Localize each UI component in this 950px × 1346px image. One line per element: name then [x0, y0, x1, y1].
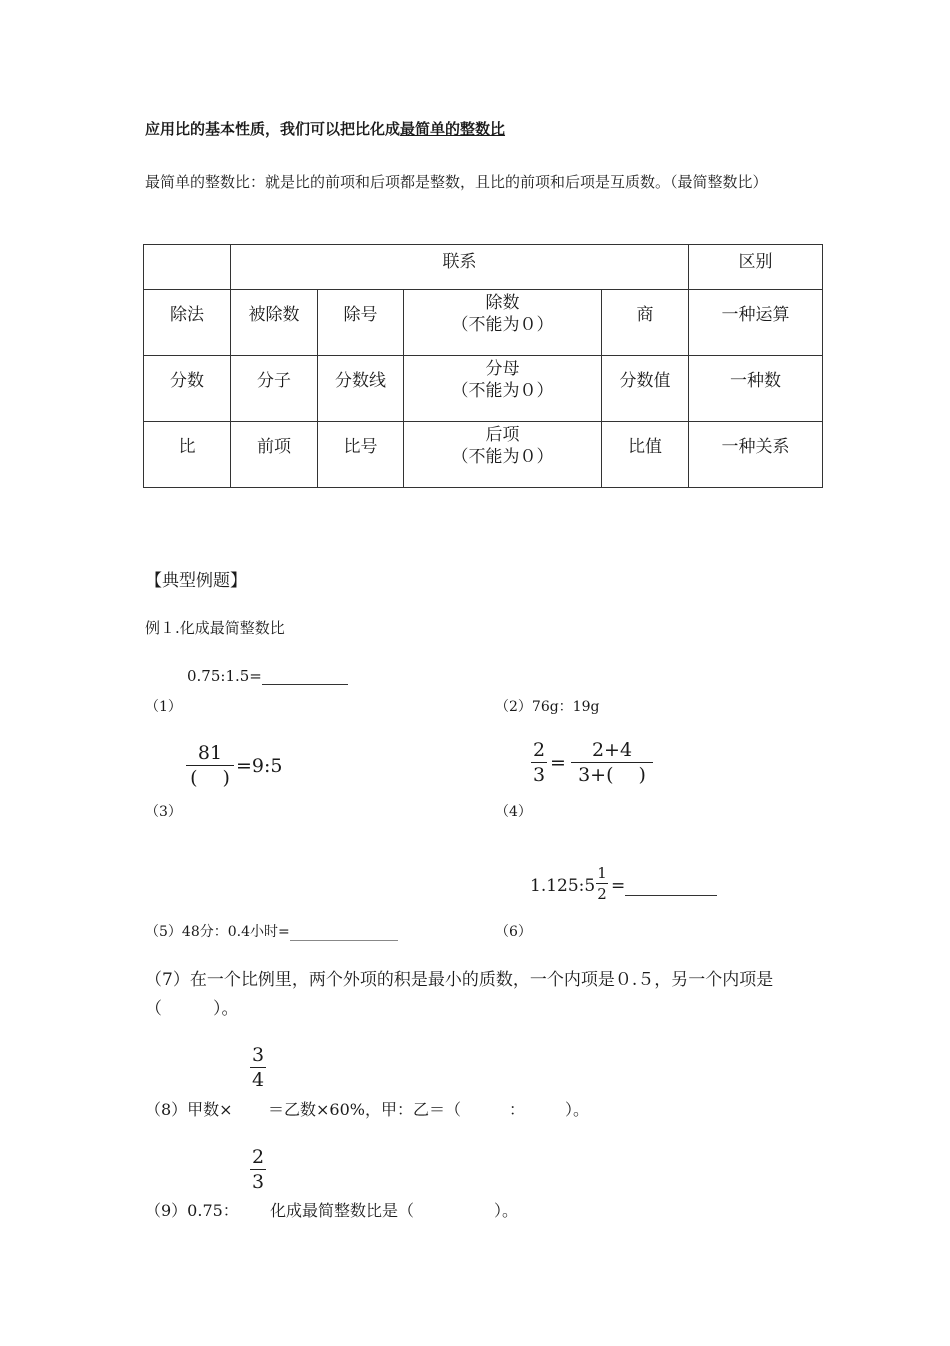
- q8-numerator: 3: [251, 1044, 265, 1066]
- table-header-row: [144, 245, 823, 290]
- q4-denominator-right: 3+( ): [578, 764, 646, 786]
- q4-label: （4）: [495, 804, 532, 820]
- q8-denominator: 4: [251, 1069, 265, 1091]
- page-title: [145, 118, 505, 139]
- q1-expression: [187, 667, 348, 685]
- q6-eq: =: [611, 876, 626, 896]
- row-diff: 一种数: [689, 356, 823, 422]
- q9-denominator: 3: [251, 1171, 265, 1193]
- row-cell: [404, 290, 602, 356]
- q1-expr: 0.75:1.5=: [187, 667, 262, 685]
- q3-fraction: [186, 741, 234, 790]
- q2-label: （2）76g：19g: [495, 699, 600, 715]
- q9-numerator: 2: [251, 1146, 265, 1168]
- q9-text-left: （9）0.75：: [145, 1201, 239, 1220]
- q6-fraction: [596, 863, 608, 904]
- cell-main: 除数: [485, 293, 520, 313]
- q8-text-left: （8）甲数×: [145, 1100, 233, 1119]
- q5-answer-blank: [290, 926, 398, 941]
- cell-note: （不能为０）: [451, 447, 554, 467]
- row-name: 除法: [144, 290, 231, 356]
- row-cell: 比值: [602, 422, 689, 488]
- q5-label: （5）48分：0.4小时=: [145, 924, 290, 940]
- q7-question: （7）在一个比例里，两个外项的积是最小的质数，一个内项是０.５，另一个内项是（ ）。: [145, 970, 774, 1019]
- row-name: 分数: [144, 356, 231, 422]
- row-cell: 分子: [231, 356, 318, 422]
- q4-equals: =: [550, 752, 566, 774]
- example-heading: 例１.化成最简整数比: [145, 619, 285, 637]
- cell-note: （不能为０）: [451, 315, 554, 335]
- q6-prefix: 1.125:5: [530, 876, 596, 896]
- title-part2: 最简单的整数比: [400, 120, 506, 138]
- q8-fraction: [250, 1043, 266, 1092]
- comparison-table: [143, 244, 823, 488]
- q4-fraction-right: [571, 738, 653, 787]
- q6-denominator: 2: [597, 885, 607, 903]
- row-diff: 一种运算: [689, 290, 823, 356]
- definition-text: 最简单的整数比：就是比的前项和后项都是整数，且比的前项和后项是互质数。（最简整数比）: [145, 173, 768, 191]
- q3-denominator: ( ): [190, 767, 230, 789]
- q1-answer-blank: [262, 669, 348, 685]
- q6-numerator: 1: [597, 864, 607, 882]
- q6-equals: [611, 876, 717, 896]
- q4-fraction-left: [531, 738, 547, 787]
- q4-numerator-right: 2+4: [591, 739, 633, 761]
- row-cell: 商: [602, 290, 689, 356]
- section-title: 【典型例题】: [145, 571, 247, 591]
- table-row: [144, 356, 823, 422]
- q9-fraction: [250, 1145, 266, 1194]
- q6-answer-blank: [625, 878, 717, 896]
- row-cell: 前项: [231, 422, 318, 488]
- row-name: 比: [144, 422, 231, 488]
- table-row: [144, 422, 823, 488]
- q3-label: （3）: [145, 804, 182, 820]
- row-cell: 除号: [318, 290, 404, 356]
- q9-text-right: 化成最简整数比是（ ）。: [270, 1201, 519, 1220]
- header-contact: 联系: [231, 245, 689, 290]
- q8-text-right: ＝乙数×60%，甲：乙＝（ ： ）。: [268, 1100, 589, 1119]
- cell-main: 分母: [485, 359, 520, 379]
- q4-denominator-left: 3: [532, 764, 546, 786]
- table-corner-cell: [144, 245, 231, 290]
- row-cell: 被除数: [231, 290, 318, 356]
- header-diff: 区别: [689, 245, 823, 290]
- row-cell: 分数线: [318, 356, 404, 422]
- table-row: [144, 290, 823, 356]
- title-part1: 应用比的基本性质，我们可以把比化成: [145, 120, 401, 138]
- q3-rhs: =9:5: [236, 755, 283, 777]
- row-cell: [404, 422, 602, 488]
- q1-label: （1）: [145, 699, 182, 715]
- row-cell: 比号: [318, 422, 404, 488]
- cell-note: （不能为０）: [451, 381, 554, 401]
- cell-main: 后项: [485, 425, 520, 445]
- q6-label: （6）: [495, 924, 532, 940]
- q4-numerator-left: 2: [532, 739, 546, 761]
- row-cell: [404, 356, 602, 422]
- q3-numerator: 81: [197, 742, 223, 764]
- row-diff: 一种关系: [689, 422, 823, 488]
- q5-question: [145, 921, 398, 941]
- row-cell: 分数值: [602, 356, 689, 422]
